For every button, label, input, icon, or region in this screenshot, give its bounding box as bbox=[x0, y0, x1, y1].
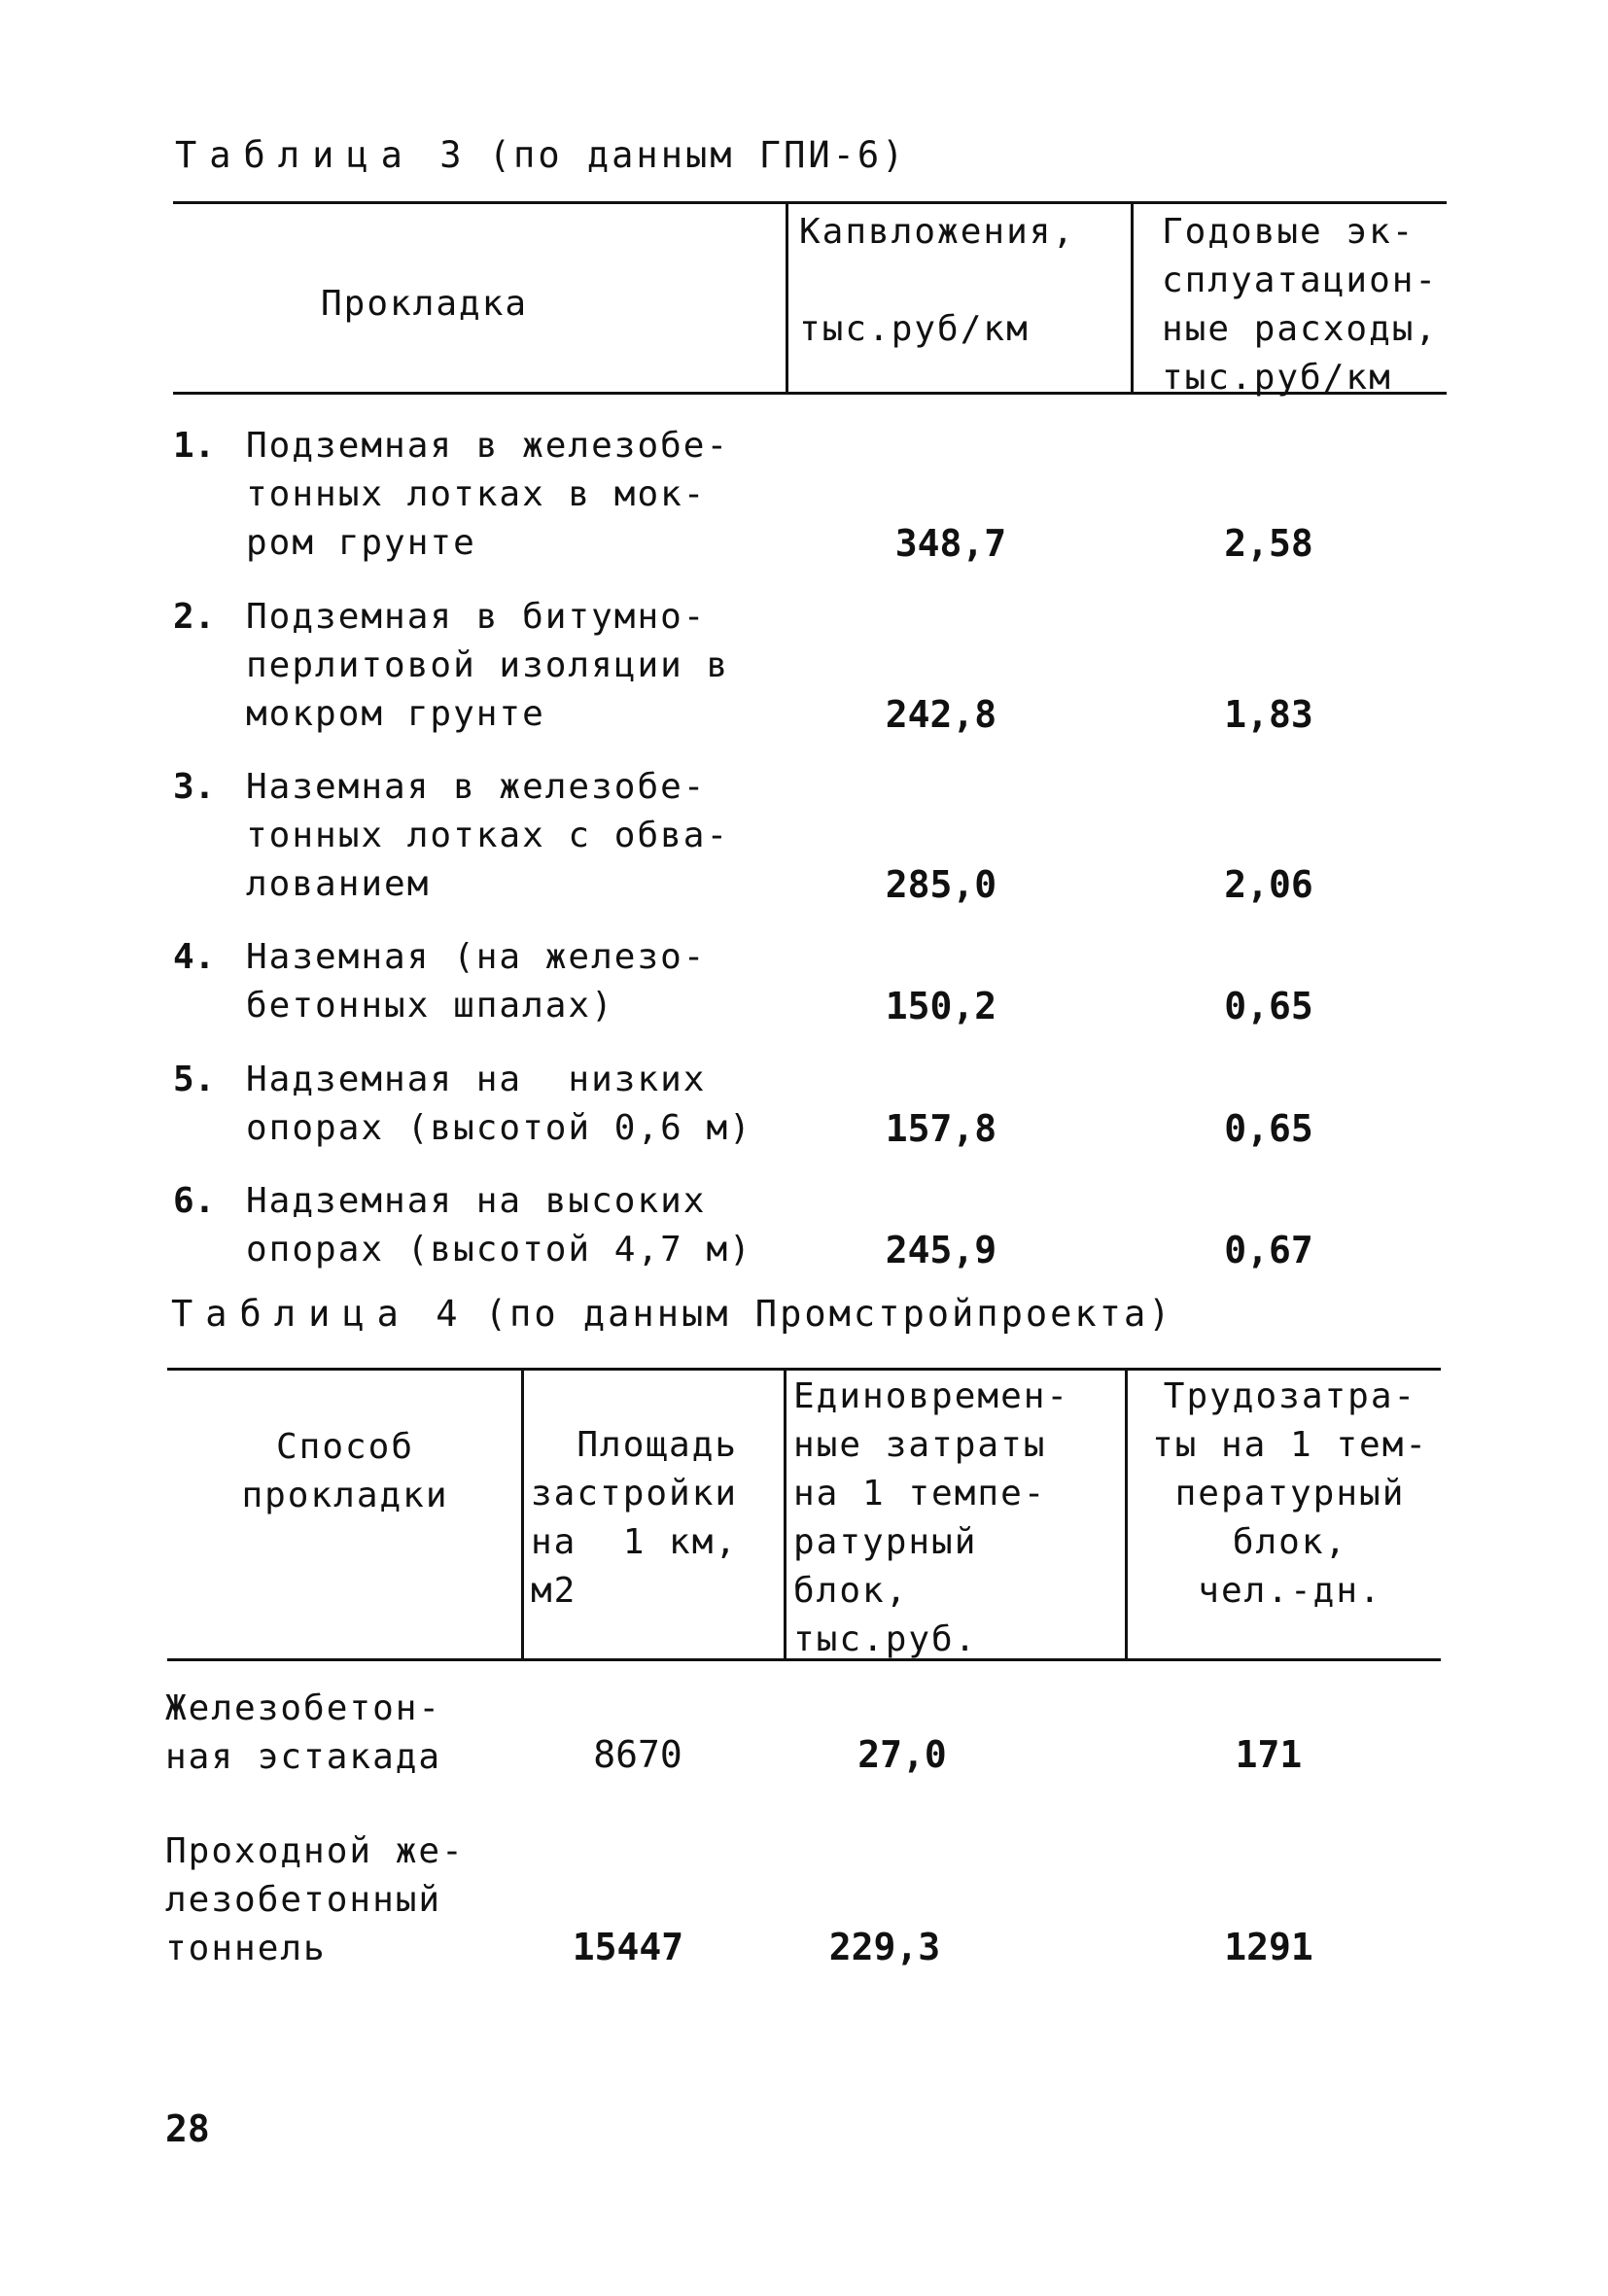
table3-header-capex: Капвложения, тыс.руб/км bbox=[799, 212, 1076, 349]
row-labor: 1291 bbox=[1224, 1926, 1313, 1968]
table4-col-divider-2 bbox=[784, 1368, 787, 1659]
row-area: 8670 bbox=[593, 1733, 682, 1776]
row-cost: 27,0 bbox=[857, 1733, 947, 1776]
table3-header-opex: Годовые эк- сплуатацион- ные расходы, тыс.руб/км bbox=[1162, 212, 1439, 398]
table4-caption-rest: 4 (по данным Промстройпроекта) bbox=[436, 1293, 1173, 1335]
table4-header-area-text: Площадь застройки на 1 км, м2 bbox=[531, 1425, 739, 1611]
page-number: 28 bbox=[165, 2107, 210, 2150]
row-name: Наземная в железобе- тонных лотках с обва- лованием bbox=[246, 767, 730, 904]
row-capex: 150,2 bbox=[885, 985, 997, 1027]
row-opex: 2,06 bbox=[1224, 863, 1313, 906]
row-index: 3. bbox=[173, 767, 216, 807]
row-index: 1. bbox=[173, 426, 216, 466]
row-index: 5. bbox=[173, 1060, 216, 1099]
table3-col-divider-1 bbox=[786, 201, 788, 394]
table3-caption-word: Таблица bbox=[175, 134, 415, 176]
row-index: 2. bbox=[173, 597, 216, 637]
row-capex: 157,8 bbox=[885, 1107, 997, 1150]
table3-col-divider-2 bbox=[1131, 201, 1134, 394]
table3-caption bbox=[175, 134, 906, 176]
row-capex: 245,9 bbox=[885, 1229, 997, 1271]
table4-caption bbox=[171, 1293, 1173, 1335]
row-name: Надземная на высоких опорах (высотой 4,7 м) bbox=[246, 1181, 752, 1270]
row-opex: 2,58 bbox=[1224, 522, 1313, 565]
row-opex: 0,65 bbox=[1224, 1107, 1313, 1150]
row-capex: 285,0 bbox=[885, 863, 997, 906]
row-opex: 0,67 bbox=[1224, 1229, 1313, 1271]
table3-caption-rest: 3 (по данным ГПИ-6) bbox=[439, 134, 907, 176]
row-cost: 229,3 bbox=[828, 1926, 941, 1968]
table4-col-divider-1 bbox=[521, 1368, 524, 1659]
row-name: Подземная в битумно- перлитовой изоляции в мокром грунте bbox=[246, 597, 730, 734]
table4-header-area bbox=[531, 1373, 738, 1616]
row-capex: 348,7 bbox=[894, 522, 1007, 565]
table3-top-rule bbox=[173, 201, 1447, 204]
row-name: Наземная (на железо- бетонных шпалах) bbox=[246, 937, 707, 1026]
row-labor: 171 bbox=[1235, 1733, 1303, 1776]
table4-caption-word: Таблица bbox=[171, 1293, 411, 1335]
row-name: Проходной же- лезобетонный тоннель bbox=[165, 1831, 465, 1968]
row-opex: 1,83 bbox=[1224, 693, 1313, 736]
table4-header-labor: Трудозатра- ты на 1 тем- пературный блок, чел.-дн. bbox=[1151, 1376, 1429, 1611]
row-index: 4. bbox=[173, 937, 216, 977]
row-name: Железобетон- ная эстакада bbox=[165, 1688, 442, 1777]
table4-header-method: Способ прокладки bbox=[241, 1427, 449, 1515]
table4-top-rule bbox=[167, 1368, 1441, 1371]
row-area: 15447 bbox=[572, 1926, 684, 1968]
row-capex: 242,8 bbox=[885, 693, 997, 736]
row-opex: 0,65 bbox=[1224, 985, 1313, 1027]
row-index: 6. bbox=[173, 1181, 216, 1221]
table4-col-divider-3 bbox=[1125, 1368, 1128, 1659]
table3-header-prokladka: Прокладка bbox=[321, 284, 529, 324]
table4-header-cost: Единовремен- ные затраты на 1 темпе- ратурный блок, тыс.руб. bbox=[793, 1376, 1070, 1659]
row-name: Надземная на низких опорах (высотой 0,6 м) bbox=[246, 1060, 752, 1148]
row-name: Подземная в железобе- тонных лотках в мок- ром грунте bbox=[246, 426, 730, 563]
